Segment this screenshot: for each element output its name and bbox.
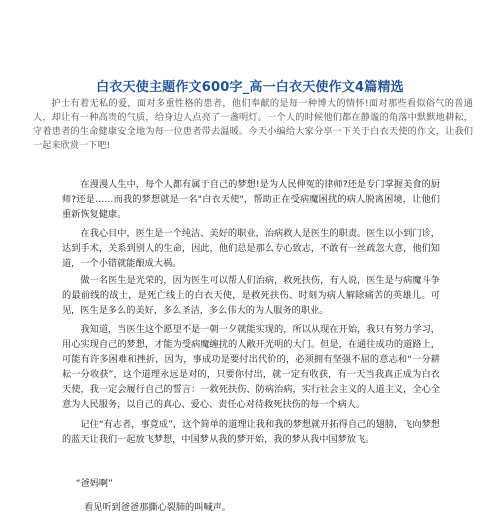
body-paragraph: “爸妈啊” <box>75 478 113 489</box>
body-paragraph: 看见听到爸爸那撕心裂肺的叫喊声。 <box>84 502 231 513</box>
body-paragraph: 在漫漫人生中，每个人都有属于自己的梦想!是为人民伸冤的律师?还是专门掌握美食的厨师?还是……而我的梦想就是一名"白衣天使"，帮助正在受病魔困扰的病人脱离困境，让他们重新恢复健康。 <box>62 179 440 220</box>
article-title: 白衣天使主题作文600字_高一白衣天使作文4篇精选 <box>96 80 404 95</box>
body-paragraph: 我知道，当医生这个愿望不是一朝一夕就能实现的，所以从现在开始，我只有努力学习，用心实现自己的梦想，才能为受病魔缠扰的人敞开光明的大门。但是，在通往成功的道路上，可能有许多困难和挫折，因为，事成功是要付出代价的，必须拥有坚强不屈的意志和“一分耕耘一分收获”，这个道理永远是对的，只要你付出，就一定有收获，有一天当我真正成为白衣天使，我一定会履行自己的誓言：一救死扶伤、防病治病，实行社会主义的人道主义，全心全意为人民服务，以自己的真心、爱心、责任心对待救死扶伤的每一个病人。 <box>62 324 440 410</box>
body-paragraph: 记住“有志者，事竟成”，这个简单的道理让我和我的梦想就开拓得自己的翅膀，飞向梦想的蓝天让我们一起放飞梦想，中国梦从我的梦开始，我的梦从我中国梦放飞。 <box>62 419 440 445</box>
body-paragraph: 在我心目中，医生是一个纯洁、美好的职业，治病救人是医生的职责。医生以小到门诊，达到手术，关系到别人的生命，因此，他们总是那么专心致志，不敢有一丝疏忽大意，他们知道，一个小错就能酿成大祸。 <box>62 228 440 269</box>
body-paragraph: 做一名医生是光荣的，因为医生可以帮人们治病，救死扶伤，有人说，医生是与病魔斗争的最前线的战士，是死亡线上的白衣天使，是救死扶伤、时刻为病人解除痛苦的英雄儿。可见，医生是多么的美好，多么圣洁，多么伟大的为人服务的职业。 <box>62 275 440 316</box>
article-intro: 护士有着无私的爱，面对多重性格的患者，他们奉献的是每一种博大的情怀!面对那些看似俗气的普通人，却让有一种高贵的气质，给身边人点亮了一盏明灯。一个人的时候他们都在静谧的角落中默默地耕耘，守着患者的生命健康安全地为每一位患者带去温暖。今天小编给大家分享一下关于白衣天使的作文，让我们一起来欣赏一下吧! <box>33 98 473 151</box>
